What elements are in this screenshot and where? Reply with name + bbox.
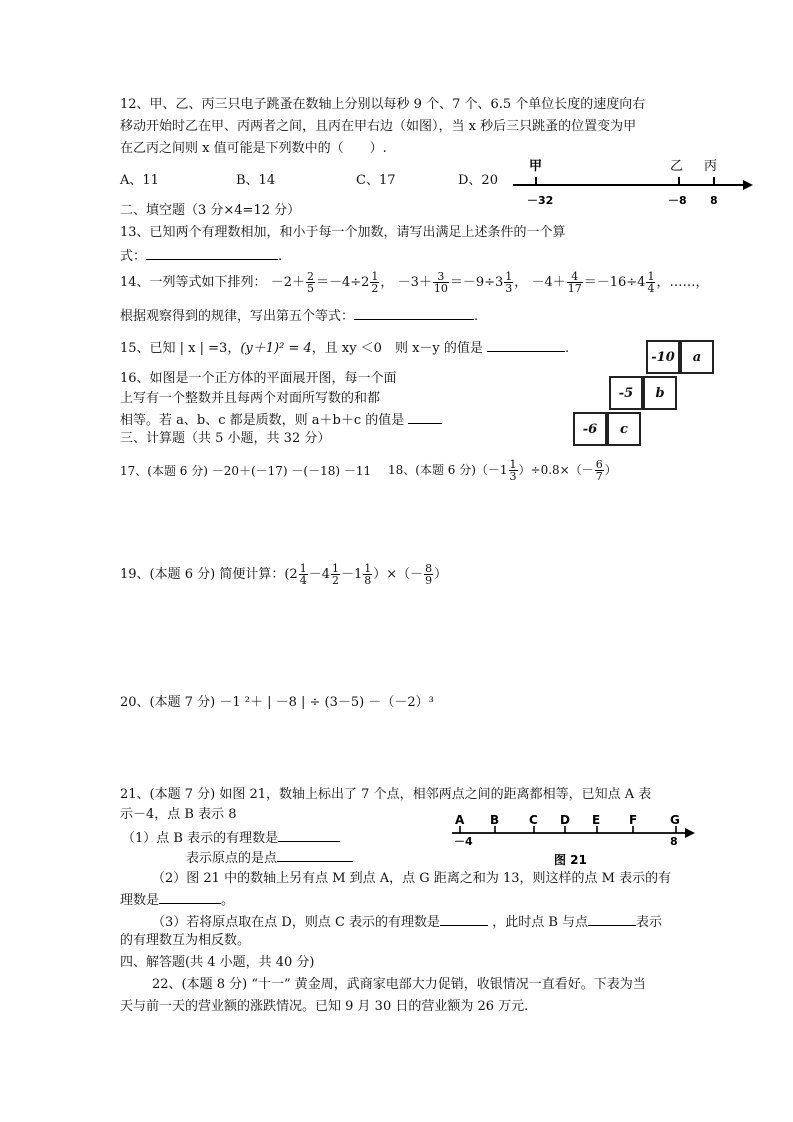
- q14-e1-mixed: $\frac{1}{2}$: [371, 270, 379, 295]
- axis-tick-8: 8: [710, 194, 718, 207]
- q15-mid: ，且 xy ＜0 则 x－y 的值是: [311, 341, 483, 356]
- axis-tick--8: －8: [668, 194, 687, 207]
- q14-prefix: 14、一列等式如下排列：: [120, 275, 267, 290]
- q15-answer-blank[interactable]: [487, 338, 565, 352]
- q21-point-c: C: [529, 813, 538, 827]
- q15-line: 15、已知 | x | =3，(y＋1)² = 4，且 xy ＜0 则 x－y 的值是 .: [120, 338, 569, 358]
- q18-frac: $\frac{6}{7}$: [595, 458, 603, 483]
- q14-line2: 根据观察得到的规律，写出第五个等式： .: [120, 306, 478, 326]
- q22-line2: 天与前一天的营业额的涨跌情况。已知 9 月 30 日的营业额为 26 万元.: [120, 999, 529, 1014]
- q21-point-f: F: [629, 813, 638, 827]
- section-2-title: 二、填空题（3 分×4=12 分）: [120, 203, 301, 218]
- q21-tick-right: 8: [670, 835, 678, 848]
- q14-e2-frac: $\frac{3}{10}$: [433, 270, 448, 295]
- q19: 19、(本题 6 分) 简便计算：(2 $\frac{1}{4}$ －4 $\frac{1}{2}$ －1 $\frac{1}{8}$ ）×（－ $\frac{8}{9}$ ）: [120, 562, 448, 587]
- q14-answer-blank[interactable]: [354, 306, 474, 320]
- q21-sub2a: （2）图 21 中的数轴上另有点 M 到点 A，点 G 距离之和为 13，则这样的点 M 表示的有: [152, 871, 672, 886]
- q14-e2-b: ＝－9÷3: [449, 275, 504, 290]
- q20: 20、(本题 7 分) －1 ²＋ | －8 | ÷ (3－5) －（－2）³: [120, 695, 434, 710]
- net-face-a: a: [680, 340, 714, 374]
- q16-line3: 相等。若 a、b、c 都是质数，则 a＋b＋c 的值是: [120, 410, 442, 430]
- q21-sub3d: 的有理数互为相反数。: [120, 933, 251, 948]
- q13-prefix: 式：: [120, 249, 147, 264]
- q21-blank-1[interactable]: [278, 828, 340, 842]
- section-3-title: 三、计算题（共 5 小题，共 32 分）: [120, 431, 331, 446]
- q13-line1: 13、已知两个有理数相加，和小于每一个加数，请写出满足上述条件的一个算: [120, 225, 566, 240]
- q21-caption: 图 21: [554, 853, 587, 867]
- q14-e1-b: ＝－4÷2: [315, 275, 370, 290]
- q14-e1-frac: $\frac{2}{5}$: [306, 270, 314, 295]
- axis-label-bing: 丙: [704, 159, 718, 174]
- q21-blank-5[interactable]: [588, 912, 636, 926]
- q14-e2-mixed: $\frac{1}{3}$: [505, 270, 513, 295]
- q12-option-a: A、11: [120, 173, 159, 188]
- q21-point-g: G: [670, 813, 680, 827]
- q19-frac-3: $\frac{1}{8}$: [364, 562, 372, 587]
- q16-line2: 上写有一个整数并且每两个对面所写数的和都: [120, 391, 381, 406]
- q12-option-b: B、14: [236, 173, 276, 188]
- q21-tick-left: －4: [454, 835, 473, 848]
- q14-e1-a: －2＋: [270, 275, 305, 290]
- q14-line2-prefix: 根据观察得到的规律，写出第五个等式：: [120, 309, 355, 324]
- q21-number-line: [448, 810, 698, 870]
- q15-expr: (y＋1)² = 4: [240, 341, 312, 356]
- axis-label-jia: 甲: [529, 159, 543, 174]
- section-4-title: 四、解答题(共 4 小题，共 40 分): [120, 955, 315, 970]
- q13-suffix: .: [278, 249, 283, 264]
- q21-line2: 示－4，点 B 表示 8: [120, 807, 237, 822]
- q19-frac-1: $\frac{1}{4}$: [299, 562, 307, 587]
- q21-blank-3[interactable]: [159, 890, 221, 904]
- q15-prefix: 15、已知 | x | =3，: [120, 341, 241, 356]
- net-face-neg6: -6: [573, 412, 607, 446]
- q21-point-d: D: [560, 813, 570, 827]
- q12-number-line: [505, 152, 760, 210]
- q14-e2-a: －3＋: [397, 275, 432, 290]
- q21-point-e: E: [592, 813, 601, 827]
- axis-label-yi: 乙: [670, 159, 684, 174]
- q14-e3-frac: $\frac{4}{17}$: [567, 270, 582, 295]
- net-face-neg10: -10: [646, 340, 680, 374]
- q12-line1: 12、甲、乙、丙三只电子跳蚤在数轴上分别以每秒 9 个、7 个、6.5 个单位长度的速度向右: [120, 97, 646, 112]
- q22-line1: 22、(本题 8 分) “十一” 黄金周，武商家电部大力促销，收银情况一直看好。下表为当: [152, 977, 646, 992]
- q14-e3-mixed: $\frac{1}{4}$: [647, 270, 655, 295]
- net-face-neg5: -5: [609, 376, 643, 410]
- q18-mixed-frac: $\frac{1}{3}$: [509, 458, 517, 483]
- q14-line1: 14、一列等式如下排列： －2＋ $\frac{2}{5}$ ＝－4÷2 $\frac{1}{2}$ ， －3＋ $\frac{3}{10}$ ＝－9÷3 $\frac{1}{3}$ ， －4＋ $\frac{4}{17}$ ＝－16÷4 $\frac{1}{4}$ ，……，: [120, 270, 709, 295]
- q21-point-b: B: [490, 813, 500, 827]
- axis-tick--32: －32: [527, 194, 554, 207]
- net-face-b: b: [643, 376, 677, 410]
- q12-option-c: C、17: [356, 173, 396, 188]
- q21-sub2b: 理数是 。: [120, 890, 234, 910]
- q21-blank-2[interactable]: [277, 848, 353, 862]
- q19-frac-2: $\frac{1}{2}$: [331, 562, 339, 587]
- q14-e3-a: －4＋: [531, 275, 566, 290]
- q21-sub1b: 表示原点的是点: [186, 848, 353, 868]
- q17: 17、(本题 6 分) －20＋(－17) －(－18) －11: [120, 464, 372, 478]
- q14-e3-b: ＝－16÷4: [583, 275, 646, 290]
- net-face-c: c: [607, 412, 641, 446]
- q18: 18、(本题 6 分)（－1 $\frac{1}{3}$ ）÷0.8×（－ $\frac{6}{7}$ ）: [388, 458, 617, 483]
- q12-line3: 在乙丙之间则 x 值可能是下列数中的（ ）.: [120, 141, 387, 156]
- q21-sub1a: （1）点 B 表示的有理数是: [122, 828, 340, 848]
- q12-line2: 移动开始时乙在甲、丙两者之间，且丙在甲右边（如图），当 x 秒后三只跳蚤的位置变为甲: [120, 119, 637, 134]
- q19-frac-4: $\frac{8}{9}$: [425, 562, 433, 587]
- q16-line1: 16、如图是一个正方体的平面展开图，每一个面: [120, 371, 397, 386]
- q21-line1: 21、(本题 7 分) 如图 21，数轴上标出了 7 个点，相邻两点之间的距离都相等，已知点 A 表: [120, 787, 652, 802]
- q13-answer-blank[interactable]: [146, 246, 278, 260]
- q21-blank-4[interactable]: [440, 912, 488, 926]
- q16-answer-blank[interactable]: [408, 410, 442, 424]
- q13-line2: [120, 246, 282, 266]
- q12-option-d: D、20: [458, 173, 498, 188]
- q21-point-a: A: [455, 813, 465, 827]
- q21-sub3a: （3）若将原点取在点 D，则点 C 表示的有理数是 ，此时点 B 与点 表示: [152, 912, 662, 932]
